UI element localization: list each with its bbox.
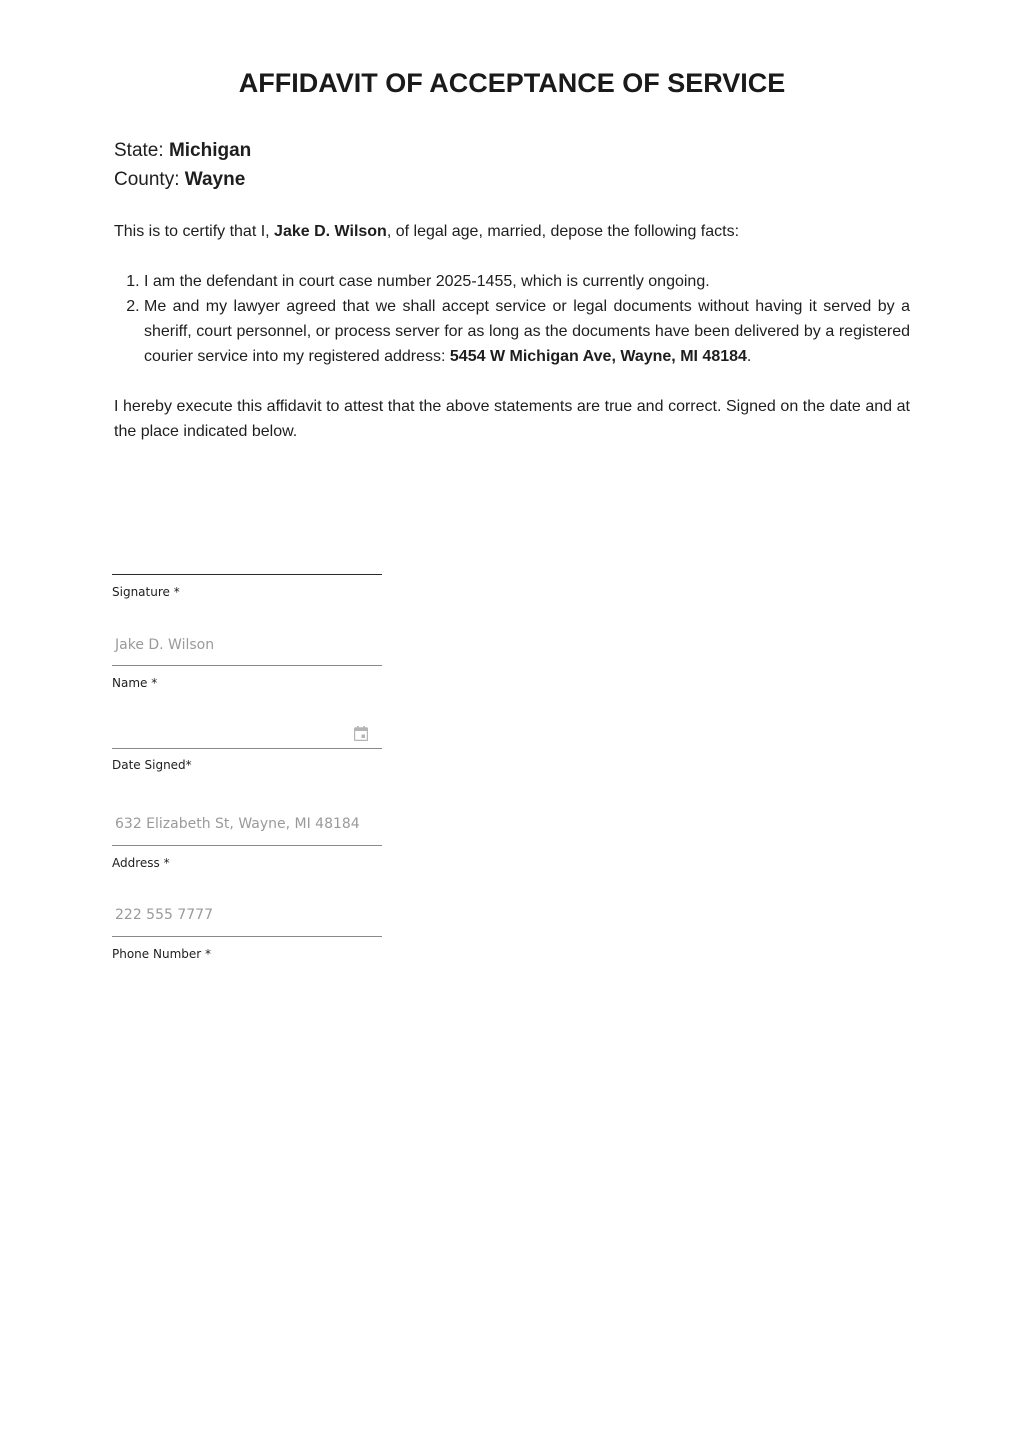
address-input[interactable]: 632 Elizabeth St, Wayne, MI 48184 — [115, 816, 360, 832]
address-label: Address * — [112, 856, 170, 870]
state-line — [114, 136, 251, 165]
closing-statement: I hereby execute this affidavit to attest that the above statements are true and correct. Signed on the date and at the place indicated below. — [114, 398, 910, 440]
state-value: Michigan — [168, 140, 252, 161]
address-underline — [112, 845, 382, 846]
name-underline — [112, 665, 382, 666]
jurisdiction-block — [114, 136, 251, 194]
certification-intro — [114, 219, 910, 244]
registered-address: 5454 W Michigan Ave, Wayne, MI 48184 — [449, 348, 747, 365]
fact-text: I am the defendant in court case number 2025-1455, which is currently ongoing. — [144, 273, 710, 290]
county-label: County: — [114, 169, 180, 190]
county-line — [114, 165, 251, 194]
affiant-name: Jake D. Wilson — [274, 223, 387, 240]
county-value: Wayne — [184, 169, 246, 190]
date-signed-label: Date Signed* — [112, 758, 192, 772]
facts-list — [114, 269, 910, 369]
phone-label: Phone Number * — [112, 947, 212, 961]
phone-underline — [112, 936, 382, 937]
name-label: Name * — [112, 676, 158, 690]
signature-label: Signature * — [112, 585, 180, 599]
name-input[interactable]: Jake D. Wilson — [115, 637, 215, 653]
intro-before: This is to certify that I, — [114, 223, 275, 240]
fact-item — [144, 269, 910, 294]
phone-input[interactable]: 222 555 7777 — [115, 907, 213, 923]
document-title: AFFIDAVIT OF ACCEPTANCE OF SERVICE — [238, 68, 786, 98]
intro-after: , of legal age, married, depose the following facts: — [386, 223, 740, 240]
signature-line[interactable] — [112, 574, 382, 575]
date-underline — [112, 748, 382, 749]
fact-text-end: . — [746, 348, 752, 365]
state-label: State: — [114, 140, 164, 161]
fact-item — [144, 294, 910, 369]
calendar-icon[interactable] — [354, 726, 368, 741]
fact-text: Me and my lawyer agreed that we shall accept service or legal documents without having it served by a sheriff, court personnel, or process server for as long as the documents have been delivered by a registered courier service into my registered address: — [144, 298, 910, 365]
signature-field[interactable] — [112, 574, 382, 599]
